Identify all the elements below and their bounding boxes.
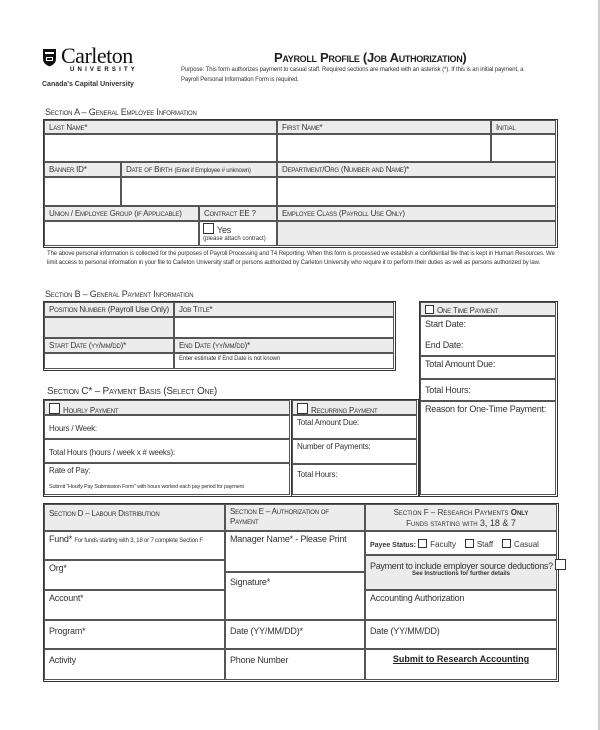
one-time-reason-field[interactable] bbox=[420, 401, 556, 495]
number-of-payments-field[interactable] bbox=[292, 439, 417, 464]
phone-number-field[interactable] bbox=[225, 649, 365, 680]
dob-label bbox=[121, 162, 277, 177]
section-b-title: Section B – General Payment Information bbox=[45, 289, 194, 299]
banner-id-field[interactable] bbox=[44, 177, 121, 206]
section-c-title: Section C* – Payment Basis (Select One) bbox=[47, 386, 217, 397]
dob-field[interactable] bbox=[121, 177, 277, 206]
recurring-total-amount-label: Total Amount Due: bbox=[297, 418, 359, 427]
deductions-checkbox[interactable] bbox=[555, 559, 566, 570]
end-date-format: (yy/mm/dd)* bbox=[212, 341, 251, 350]
faculty-checkbox[interactable] bbox=[418, 539, 427, 548]
recurring-payment-title: Recurring Payment bbox=[311, 406, 378, 415]
employee-class-field bbox=[277, 221, 556, 246]
casual-label: Casual bbox=[514, 540, 539, 549]
research-date-field[interactable] bbox=[365, 620, 557, 649]
banner-id-label: Banner ID* bbox=[44, 162, 121, 177]
one-time-end-date-label: End Date: bbox=[425, 340, 464, 350]
logo-name: Carleton bbox=[61, 43, 133, 68]
recurring-total-amount-field[interactable] bbox=[292, 415, 417, 439]
section-f-title-text: Section F – Research Payments bbox=[393, 508, 509, 517]
contract-label: Contract EE ? bbox=[199, 206, 277, 221]
recurring-total-hours-label: Total Hours: bbox=[297, 470, 338, 479]
hourly-submission-note: Submit "Hourly Pay Submission Form" with hours worked each pay period for payment bbox=[49, 484, 244, 490]
crest-icon bbox=[42, 48, 57, 67]
employee-class-label: Employee Class (Payroll Use Only) bbox=[277, 206, 556, 221]
recurring-payment-checkbox[interactable] bbox=[297, 403, 308, 414]
manager-name-label: Manager Name* - Please Print bbox=[230, 534, 347, 544]
position-number-note: (Payroll Use Only) bbox=[107, 305, 170, 314]
account-label: Account* bbox=[49, 593, 84, 603]
dob-label-text: Date of Birth bbox=[126, 165, 173, 174]
number-of-payments-label: Number of Payments: bbox=[297, 442, 371, 451]
accounting-authorization-field[interactable] bbox=[365, 590, 557, 620]
one-time-total-amount-label: Total Amount Due: bbox=[425, 359, 496, 369]
one-time-total-amount-field[interactable] bbox=[420, 356, 556, 379]
section-b-table bbox=[43, 301, 396, 371]
accounting-authorization-label: Accounting Authorization bbox=[370, 593, 465, 603]
section-f-title-line1 bbox=[366, 507, 556, 518]
end-date-field[interactable] bbox=[174, 353, 394, 369]
deductions-question[interactable] bbox=[370, 559, 552, 571]
hourly-payment-title: Hourly Payment bbox=[63, 406, 119, 415]
hours-week-field[interactable] bbox=[44, 415, 290, 439]
section-a-title: Section A – General Employee Information bbox=[45, 107, 197, 117]
section-d-title: Section D – Labour Distribution bbox=[44, 504, 225, 531]
position-number-text: Position Number bbox=[49, 305, 106, 314]
one-time-payment-checkbox[interactable] bbox=[425, 305, 434, 314]
account-field[interactable] bbox=[44, 590, 225, 620]
last-name-field[interactable] bbox=[44, 134, 277, 162]
program-label: Program* bbox=[49, 626, 86, 636]
end-date-label bbox=[174, 338, 394, 353]
deductions-note: See Instructions for further details bbox=[411, 571, 511, 577]
contract-yes-checkbox[interactable] bbox=[203, 223, 214, 234]
start-date-field[interactable] bbox=[44, 353, 174, 369]
hourly-total-hours-label: Total Hours (hours / week x # weeks): bbox=[49, 448, 175, 457]
fund-label: Fund* bbox=[49, 534, 73, 544]
contract-note: (please attach contract) bbox=[203, 236, 266, 242]
program-field[interactable] bbox=[44, 620, 225, 649]
staff-checkbox[interactable] bbox=[465, 539, 474, 548]
contract-yes-label: Yes bbox=[217, 225, 232, 235]
section-f-only-text: Only bbox=[510, 508, 529, 517]
carleton-logo bbox=[42, 43, 142, 95]
staff-option[interactable] bbox=[465, 540, 493, 549]
recurring-total-hours-field[interactable] bbox=[292, 464, 417, 495]
hourly-total-hours-field[interactable] bbox=[44, 439, 290, 463]
section-f-funds-text: Funds starting with bbox=[406, 519, 478, 528]
faculty-option[interactable] bbox=[418, 540, 456, 549]
payee-status-row bbox=[365, 531, 557, 555]
job-title-field[interactable] bbox=[174, 317, 394, 338]
last-name-label: Last Name* bbox=[44, 120, 277, 134]
fund-note: For funds starting with 3, 18 or 7 complete Section F bbox=[74, 538, 203, 544]
privacy-note: The above personal information is collected for the purposes of Payroll Processing and T4 Reporting. When this form is processed we establish a confidential file that is kept in Human Resources. We limit access to personal information in your file to Carleton University staff or persons authorized by Carleton University who require it to perform their duties as well as persons authorized by law. bbox=[47, 251, 555, 266]
casual-checkbox[interactable] bbox=[502, 539, 511, 548]
union-field[interactable] bbox=[44, 221, 199, 246]
hourly-payment-box bbox=[43, 399, 292, 497]
recurring-payment-box bbox=[291, 399, 419, 497]
one-time-total-hours-label: Total Hours: bbox=[425, 385, 471, 395]
contract-yes-option[interactable] bbox=[203, 223, 273, 236]
section-f-title bbox=[365, 504, 557, 531]
deductions-row bbox=[365, 555, 557, 590]
hours-week-label: Hours / Week: bbox=[49, 424, 97, 433]
start-date-label bbox=[44, 338, 174, 353]
section-f-fund-numbers: 3, 18 & 7 bbox=[479, 518, 516, 528]
section-a-table bbox=[43, 119, 558, 248]
purpose-text-2: Payroll Personal Information Form is required. bbox=[181, 77, 299, 83]
logo-subtitle: UNIVERSITY bbox=[70, 67, 139, 73]
one-time-dates-field[interactable] bbox=[420, 316, 556, 356]
phone-number-label: Phone Number bbox=[230, 655, 289, 665]
casual-option[interactable] bbox=[502, 540, 539, 549]
fund-field[interactable] bbox=[44, 531, 225, 560]
dob-note: (Enter if Employee # unknown) bbox=[174, 168, 251, 174]
first-name-label: First Name* bbox=[277, 120, 491, 134]
start-date-format: (yy/mm/dd)* bbox=[88, 341, 127, 350]
page-title: Payroll Profile (Job Authorization) bbox=[274, 50, 467, 65]
hourly-payment-checkbox[interactable] bbox=[49, 403, 60, 414]
manager-name-field[interactable] bbox=[225, 531, 365, 572]
section-f-title-line2 bbox=[366, 518, 556, 529]
authorization-date-field[interactable] bbox=[225, 620, 365, 649]
research-date-label: Date (YY/MM/DD) bbox=[370, 626, 440, 636]
one-time-start-date-label: Start Date: bbox=[425, 319, 466, 329]
first-name-field[interactable] bbox=[277, 134, 491, 162]
staff-label: Staff bbox=[476, 540, 494, 549]
submit-cell bbox=[365, 649, 557, 680]
section-e-title bbox=[225, 504, 365, 531]
rate-of-pay-field[interactable] bbox=[44, 463, 290, 495]
job-title-label: Job Title* bbox=[174, 302, 394, 317]
one-time-payment-header[interactable] bbox=[420, 302, 556, 316]
signature-label: Signature* bbox=[230, 577, 271, 587]
activity-label: Activity bbox=[49, 655, 76, 665]
one-time-payment-title: One Time Payment bbox=[437, 306, 499, 315]
start-date-text: Start Date bbox=[49, 341, 87, 350]
purpose-text-1: Purpose: This form authorizes payment to casual staff. Required sections are marked with an asterisk (*). If this is an initial payment, a bbox=[181, 67, 524, 73]
one-time-payment-box bbox=[419, 301, 558, 497]
initial-label: Initial bbox=[491, 120, 556, 134]
position-number-field bbox=[44, 317, 174, 338]
payee-status-label: Payee Status: bbox=[370, 542, 416, 549]
one-time-total-hours-field[interactable] bbox=[420, 379, 556, 401]
org-field[interactable] bbox=[44, 560, 225, 590]
logo-tagline: Canada's Capital University bbox=[42, 81, 134, 88]
recurring-payment-header[interactable] bbox=[292, 400, 417, 415]
activity-field[interactable] bbox=[44, 649, 225, 680]
initial-field[interactable] bbox=[491, 134, 556, 162]
faculty-label: Faculty bbox=[430, 540, 456, 549]
end-date-text: End Date bbox=[179, 341, 211, 350]
deductions-label: Payment to include employer source deductions? bbox=[370, 561, 553, 571]
signature-field[interactable] bbox=[225, 572, 365, 620]
section-e-title-line2: Payment bbox=[230, 517, 259, 526]
hourly-payment-header[interactable] bbox=[44, 400, 290, 415]
authorization-date-label: Date (YY/MM/DD)* bbox=[230, 626, 303, 636]
contract-cell bbox=[199, 221, 277, 246]
position-number-label bbox=[44, 302, 174, 317]
submit-to-research-accounting-link[interactable]: Submit to Research Accounting bbox=[392, 654, 530, 664]
rate-of-pay-label: Rate of Pay: bbox=[49, 466, 91, 475]
org-label: Org* bbox=[49, 563, 67, 573]
union-label: Union / Employee Group (if Applicable) bbox=[44, 206, 199, 221]
one-time-reason-label: Reason for One-Time Payment: bbox=[425, 404, 547, 414]
sections-def-table bbox=[43, 503, 559, 682]
department-label: Department/Org (Number and Name)* bbox=[277, 162, 556, 177]
department-field[interactable] bbox=[277, 177, 556, 206]
end-date-note: Enter estimate if End Date is not known bbox=[179, 356, 281, 362]
section-e-title-line1: Section E – Authorization of bbox=[230, 507, 329, 516]
